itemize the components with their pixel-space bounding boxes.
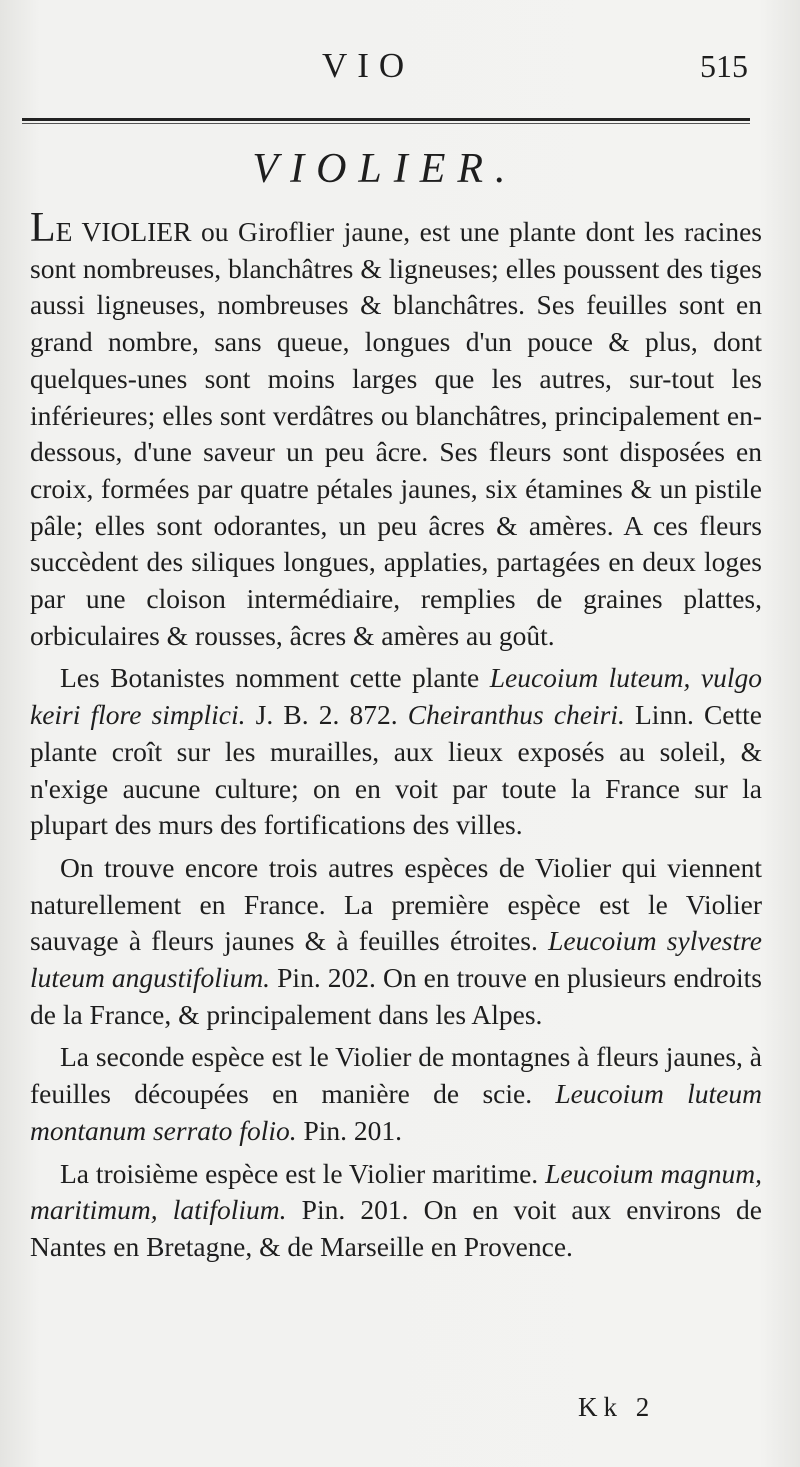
latin-name: Leucoium luteum, vulgo keiri flore simplici. — [30, 662, 762, 731]
signature-mark: Kk 2 — [578, 1392, 656, 1422]
lead-words: E VIOLIER — [55, 216, 192, 247]
latin-name: Cheiranthus cheiri. — [407, 699, 625, 731]
paragraph-text: Les Botanistes nomment cette plante — [60, 662, 490, 694]
paragraph-text: La seconde espèce est le Violier de montagnes à fleurs jaunes, à feuilles découpées en manière de scie. — [30, 1041, 762, 1110]
drop-cap: L — [30, 205, 56, 251]
running-head-title: VIO — [322, 46, 415, 85]
paragraph-text: J. B. 2. 872. — [245, 699, 408, 731]
header-rule — [22, 118, 750, 124]
article-heading: VIOLIER. — [252, 146, 518, 192]
paragraph-text: Pin. 201. On en voit aux environs de Nantes en Bretagne, & de Marseille en Provence. — [30, 1194, 763, 1262]
paragraph-text: ou Giroflier jaune, est une plante dont les racines sont nombreuses, blanchâtres & ligneuses; elles poussent des tiges aussi ligneuses, nombreuses & blanchâtres. Ses feuilles sont en grand nombre, sans queue, longues d'un pouce & plus, dont quelques-unes sont moins larges que les autres, sur-tout les inférieures; elles sont verdâtres ou blanchâtres, principalement en-dessous, d'une saveur un peu âcre. Ses fleurs sont disposées en croix, formées par quatre pétales jaunes, six étamines & un pistile pâle; elles sont odorantes, un peu âcres & amères. A ces fleurs succèdent des siliques longues, applaties, partagées en deux loges par une cloison intermédiaire, remplies de graines plattes, orbiculaires & rousses, âcres & amères au goût. — [30, 216, 762, 651]
paragraph-species-3 — [30, 1156, 762, 1266]
paragraph-text: La troisième espèce est le Violier maritime. — [60, 1157, 546, 1189]
paragraph-species-1 — [30, 850, 762, 1034]
latin-name: Leucoium luteum montanum serrato folio. — [30, 1078, 762, 1146]
page-number: 515 — [700, 48, 748, 84]
paragraph-text: Pin. 201. — [296, 1114, 403, 1146]
article-body — [30, 205, 763, 1266]
paragraph-text: Pin. 202. On en trouve en plusieurs endroits de la France, & principalement dans les Alpes. — [30, 962, 762, 1030]
paragraph-text: Linn. Cette plante croît sur les murailles, aux lieux exposés au soleil, & n'exige aucune culture; on en voit par toute la France sur la plupart des murs des fortifications des villes. — [30, 699, 762, 841]
paragraph-description — [30, 205, 762, 654]
paragraph-text: On trouve encore trois autres espèces de Violier qui viennent naturellement en France. La première espèce est le Violier sauvage à fleurs jaunes & à feuilles étroites. — [30, 851, 762, 957]
paragraph-species-2 — [30, 1039, 762, 1149]
paragraph-botanists — [30, 660, 762, 844]
latin-name: Leucoium sylvestre luteum angustifolium. — [30, 925, 762, 994]
running-head — [0, 42, 800, 92]
latin-name: Leucoium magnum, maritimum, latifolium. — [30, 1157, 762, 1226]
